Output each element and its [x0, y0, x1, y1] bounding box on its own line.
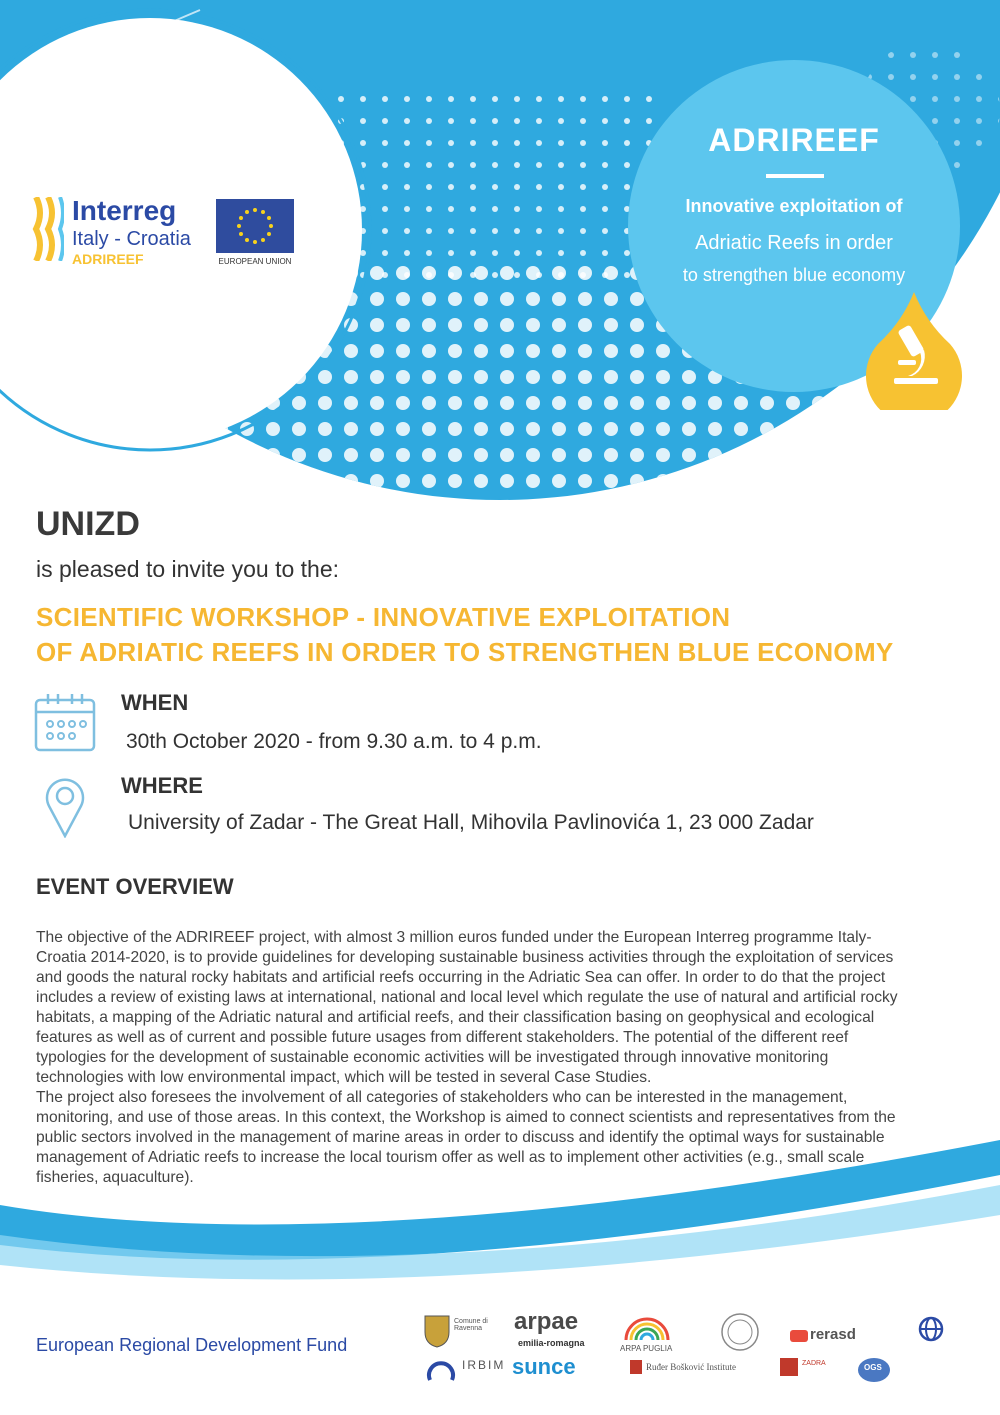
- workshop-title: [36, 600, 894, 670]
- rerasd-logo-icon: [790, 1330, 808, 1342]
- interreg-emblem-icon: [30, 197, 64, 261]
- when-value: 30th October 2020 - from 9.30 a.m. to 4 p.m.: [126, 730, 542, 753]
- badge-title: ADRIREEF: [708, 122, 880, 158]
- university-seal-icon: [720, 1312, 760, 1352]
- partner-ravenna: Comune di Ravenna: [454, 1318, 488, 1332]
- invite-text: is pleased to invite you to the:: [36, 556, 340, 582]
- globe-logo-icon: [918, 1316, 944, 1342]
- location-pin-icon: [44, 774, 86, 838]
- where-value: University of Zadar - The Great Hall, Mihovila Pavlinovića 1, 23 000 Zadar: [128, 811, 814, 834]
- partner-arpa-puglia: ARPA PUGLIA: [620, 1344, 673, 1353]
- badge-line-1: Innovative exploitation of: [685, 196, 903, 216]
- overview-paragraph-1: The objective of the ADRIREEF project, with almost 3 million euros funded under the European Interreg programme Italy-Croatia 2014-2020, is to provide guidelines for developing sustainable business activities through the exploitation of services and goods the natural rocky habitats and artificial reefs occurring in the Adriatic Sea can offer. In order to do that the project includes a review of existing laws at international, national and local level which regulate the use of natural and artificial rocky habitats, a mapping of the Adriatic natural and artificial reefs, and their classification basing on geophysical and ecological features as well as of current and possible future usages from different stakeholders. The potential of the different reef typologies for the development of sustainable economic activities will be investigated through innovative monitoring technologies with low environmental impact, which will be tested in several Case Studies.: [36, 929, 898, 1086]
- partner-irbim: IRBIM: [462, 1358, 506, 1372]
- partner-arpae-sub: emilia-romagna: [518, 1338, 585, 1348]
- zadra-logo-icon: [780, 1358, 798, 1376]
- when-label: WHEN: [121, 690, 189, 715]
- partner-ogs: OGS: [864, 1363, 882, 1372]
- interreg-project: ADRIREEF: [72, 251, 144, 267]
- where-label: WHERE: [121, 773, 203, 798]
- workshop-title-line-1: SCIENTIFIC WORKSHOP - INNOVATIVE EXPLOITATION: [36, 602, 731, 632]
- interreg-program: Italy - Croatia: [72, 228, 191, 250]
- partner-rerasd: rerasd: [810, 1326, 856, 1343]
- overview-heading: EVENT OVERVIEW: [36, 874, 234, 899]
- organizer-name: UNIZD: [36, 505, 140, 543]
- interreg-logo: [30, 193, 310, 273]
- overview-paragraph-2: The project also foresees the involvement of all categories of stakeholders who can be interested in the management, monitoring, and use of those areas. In this context, the Workshop is aimed to connect scientists and representatives from the public sectors involved in the management of marine areas in order to discuss and identify the optimal ways for sustainable management of Adriatic reefs to increase the local tourism offer as well as to implement other activities (e.g., small scale fisheries, aquaculture).: [36, 1089, 896, 1186]
- eu-flag-icon: [216, 199, 294, 253]
- ravenna-crest-icon: [422, 1314, 452, 1348]
- eu-label: EUROPEAN UNION: [218, 257, 292, 266]
- badge-divider: [766, 174, 824, 178]
- partner-irb: Ruđer Bošković Institute: [646, 1362, 736, 1372]
- badge-line-3: to strengthen blue economy: [682, 265, 906, 285]
- arpa-puglia-rainbow-icon: [622, 1314, 672, 1342]
- interreg-brand: Interreg: [72, 195, 177, 226]
- fund-label: European Regional Development Fund: [36, 1335, 348, 1355]
- partner-zadra: ZADRA: [802, 1360, 826, 1367]
- workshop-title-line-2: OF ADRIATIC REEFS IN ORDER TO STRENGTHEN BLUE ECONOMY: [36, 637, 894, 667]
- microscope-icon: [864, 292, 964, 410]
- partner-logos: [418, 1308, 978, 1392]
- partner-sunce: sunce: [512, 1354, 576, 1379]
- irb-logo-icon: [630, 1360, 642, 1374]
- footer-wave: [0, 1135, 1000, 1295]
- calendar-icon: [34, 692, 96, 752]
- irbim-logo-icon: [426, 1356, 456, 1382]
- partner-arpae: arpae: [514, 1308, 579, 1335]
- badge-line-2: Adriatic Reefs in order: [695, 232, 893, 254]
